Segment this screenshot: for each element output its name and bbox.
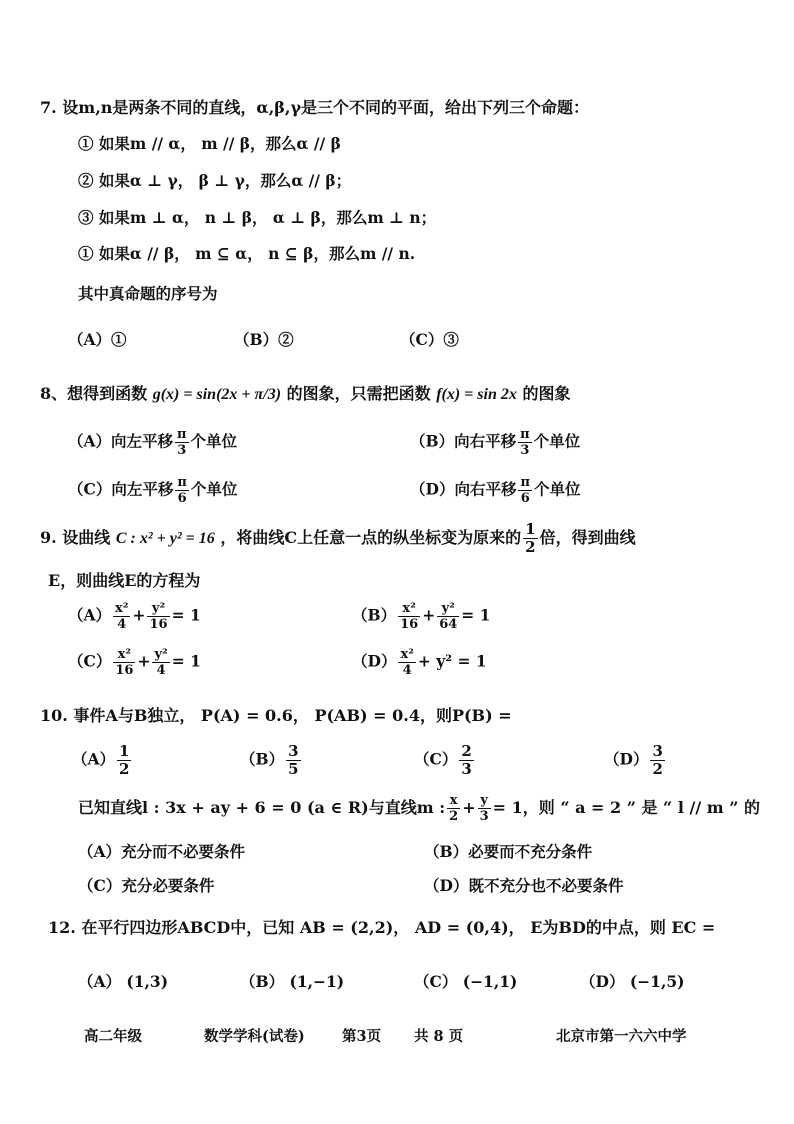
q11-option-b: （B）必要而不充分条件 <box>424 842 593 861</box>
q8-option-c: （C）向左平移 $\frac{\pi}{6}$ 个单位 <box>68 475 238 506</box>
footer-page-number: 第3页 <box>342 1028 382 1045</box>
q12-stem: 12. 在平行四边形ABCD中，已知 AB = (2,2)， AD = (0,4)， E为BD的中点，则 EC = <box>48 918 716 937</box>
q8-suffix: 的图象 <box>522 384 571 403</box>
q12-option-d: （D） (−1,5) <box>580 972 685 991</box>
q8-stem <box>40 386 570 403</box>
q12-option-a: （A） (1,3) <box>78 972 169 991</box>
q8-g-expression: g(x) = sin(2x + π/3) <box>152 386 282 403</box>
q7-option-c: （C）③ <box>400 330 459 349</box>
q8-option-b: （B）向右平移 $\frac{\pi}{3}$ 个单位 <box>410 427 581 458</box>
q7-question: 其中真命题的序号为 <box>78 284 218 303</box>
q10-option-a: （A） $\frac{1}{2}$ <box>72 742 130 778</box>
q9-stem-line2: E，则曲线E的方程为 <box>48 571 201 590</box>
q9-option-b: （B） $\frac{\text{x²}}{16}$ + $\frac{\text{y²}}{64}$ = 1 <box>352 601 491 632</box>
q10-option-c: （C） $\frac{2}{3}$ <box>414 742 472 778</box>
q7-item-3: ③ 如果m ⊥ α， n ⊥ β， α ⊥ β，那么m ⊥ n； <box>78 208 437 227</box>
q7-option-b: （B）② <box>234 330 294 349</box>
q10-stem: 10. 事件A与B独立， P(A) = 0.6， P(AB) = 0.4，则P(B) = <box>40 706 512 725</box>
q7-item-2: ② 如果α ⊥ γ， β ⊥ γ，那么α // β； <box>78 171 352 190</box>
q8-prefix: 8、想得到函数 <box>40 384 148 403</box>
q12-option-c: （C） (−1,1) <box>414 972 518 991</box>
q10-option-b: （B） $\frac{3}{5}$ <box>240 742 299 778</box>
q7-item-4: ① 如果α // β， m ⊆ α， n ⊆ β，那么m // n. <box>78 244 416 263</box>
q11-option-d: （D）既不充分也不必要条件 <box>424 876 624 895</box>
q11-option-c: （C）充分必要条件 <box>78 876 215 895</box>
footer-subject: 数学学科(试卷) <box>204 1028 305 1045</box>
footer-total-pages: 共 8 页 <box>414 1028 464 1045</box>
q7-option-a: （A）① <box>68 330 127 349</box>
footer-grade: 高二年级 <box>84 1028 142 1045</box>
footer-school: 北京市第一六六中学 <box>556 1028 687 1045</box>
q10-option-d: （D） $\frac{3}{2}$ <box>604 742 663 778</box>
q8-f-expression: f(x) = sin 2x <box>436 386 517 403</box>
q9-stem: 9. 设曲线 C : x² + y² = 16 ，将曲线C上任意一点的纵坐标变为原来的 $\frac{1}{2}$ 倍，得到曲线 <box>40 520 636 556</box>
q7-stem: 7. 设m,n是两条不同的直线，α,β,γ是三个不同的平面，给出下列三个命题： <box>40 98 590 117</box>
q9-option-c: （C） $\frac{\text{x²}}{16}$ + $\frac{\text{y²}}{4}$ = 1 <box>68 647 201 678</box>
q12-option-b: （B） (1,−1) <box>240 972 345 991</box>
q9-option-d: （D） $\frac{\text{x²}}{4}$ + y² = 1 <box>352 647 487 678</box>
q7-item-1: ① 如果m // α， m // β，那么α // β <box>78 134 341 153</box>
q9-option-a: （A） $\frac{\text{x²}}{4}$ + $\frac{\text{y²}}{16}$ = 1 <box>68 601 201 632</box>
q11-stem: 已知直线l : 3x + ay + 6 = 0 (a ∈ R)与直线m : $\frac{x}{2}$ + $\frac{y}{3}$ = 1，则 “ a = 2 ” 是 “ l // m ” 的 <box>78 793 761 824</box>
q8-middle: 的图象，只需把函数 <box>286 384 431 403</box>
q11-option-a: （A）充分而不必要条件 <box>78 842 246 861</box>
q8-option-d: （D）向右平移 $\frac{\pi}{6}$ 个单位 <box>410 475 581 506</box>
q8-option-a: （A）向左平移 $\frac{\pi}{3}$ 个单位 <box>68 427 238 458</box>
